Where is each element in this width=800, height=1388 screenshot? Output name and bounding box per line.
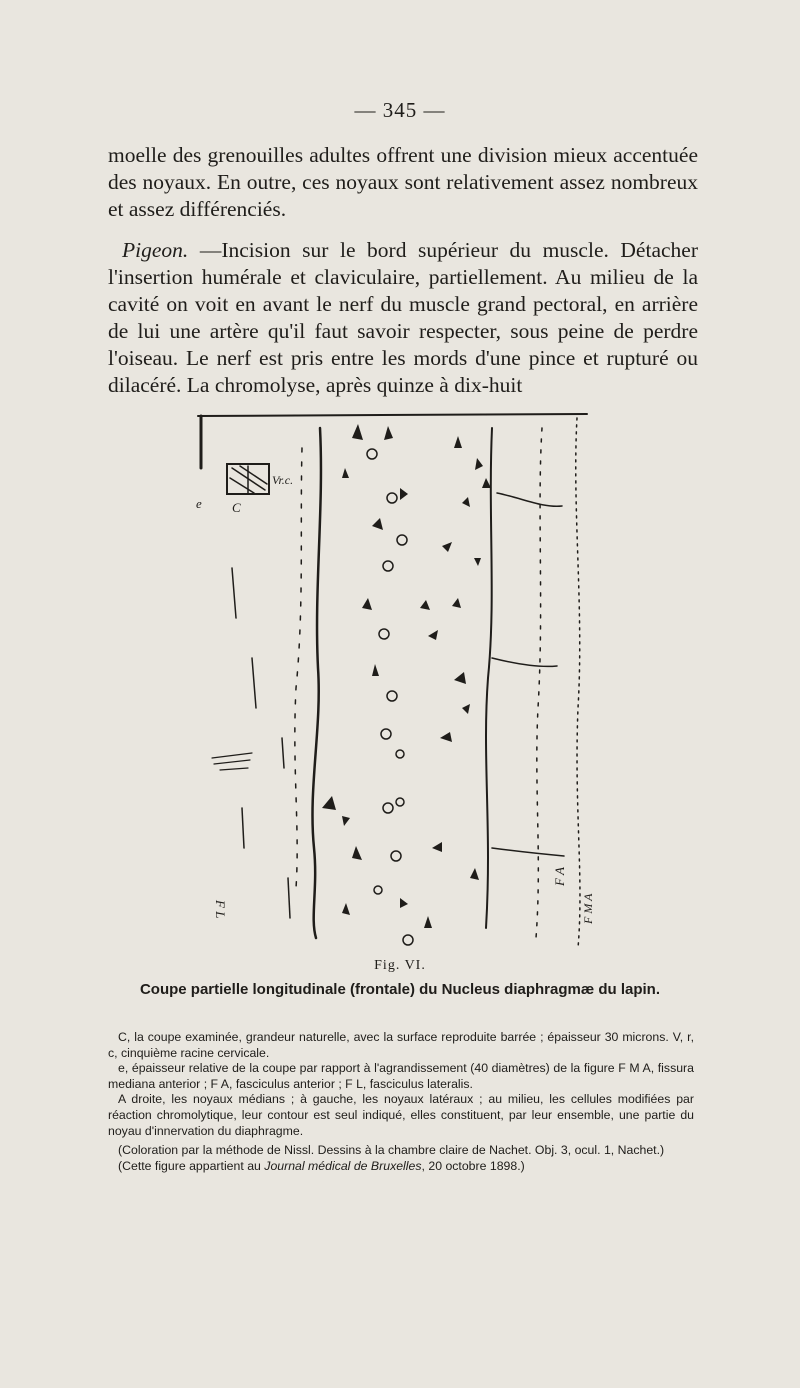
label-fa: F A — [552, 867, 567, 886]
legend-line-nuclei: A droite, les noyaux médians ; à gauche, les noyaux latéraux ; au milieu, les cellules modifiées par réaction chromolytique, leur contour est seul indiqué, elles constituent, par leur ensemble, une partie du noyau d'innervation du diaphragme. — [108, 1092, 694, 1138]
label-vrc: Vr.c. — [272, 473, 294, 487]
figure-number: Fig. VI. — [374, 958, 426, 973]
label-e: e — [196, 496, 202, 511]
figure-legend — [108, 1030, 694, 1174]
legend-line-c: C, la coupe examinée, grandeur naturelle, avec la surface reproduite barrée ; épaisseur 30 microns. V, r, c, cinquième racine cervicale. — [108, 1030, 694, 1060]
figure-title: Coupe partielle longitudinale (frontale) du Nucleus diaphragmæ du lapin. — [139, 981, 661, 998]
fissure-dotted-line — [576, 418, 580, 948]
paragraph-pigeon — [108, 237, 698, 399]
figure-spinal-cord-section — [192, 408, 612, 948]
legend-line-coloration: (Coloration par la méthode de Nissl. Dessins à la chambre claire de Nachet. Obj. 3, ocul. 1, Nachet.) — [118, 1143, 665, 1158]
page-number: — 345 — — [354, 98, 446, 122]
label-c: C — [232, 500, 241, 515]
top-border-line — [198, 414, 587, 416]
label-fma: F M A — [581, 893, 595, 924]
central-fiber-line — [312, 428, 320, 938]
right-fiber-line — [486, 428, 492, 928]
body-text — [108, 142, 698, 399]
legend-line-e: e, épaisseur relative de la coupe par rapport à l'agrandissement (40 diamètres) de la figure F M A, fissura mediana anterior ; F A, fasciculus anterior ; F L, fasciculus lateralis. — [108, 1061, 694, 1091]
paragraph-frogs: moelle des grenouilles adultes offrent une division mieux accentuée des noyaux. En outre, ces noyaux sont relativement assez nombreux et assez différenciés. — [108, 143, 698, 221]
journal-title: Journal médical de Bruxelles — [264, 1158, 422, 1173]
label-fl: F L — [213, 900, 228, 919]
section-drawing — [192, 408, 612, 948]
pigeon-text: —Incision sur le bord supérieur du muscle. Détacher l'insertion humérale et claviculaire, partiellement. Au milieu de la cavité on voit en avant le nerf du muscle grand pectoral, en arrière de lui une artère qu'il faut savoir respecter, sous peine de perdre l'oiseau. Le nerf est pris entre les mords d'une pince et rupturé ou dilacéré. La chromolyse, après quinze à dix-huit — [108, 238, 698, 397]
pigeon-heading: Pigeon. — [122, 238, 189, 262]
legend-line-source: (Cette figure appartient au Journal médical de Bruxelles, 20 octobre 1898.) — [118, 1158, 525, 1173]
